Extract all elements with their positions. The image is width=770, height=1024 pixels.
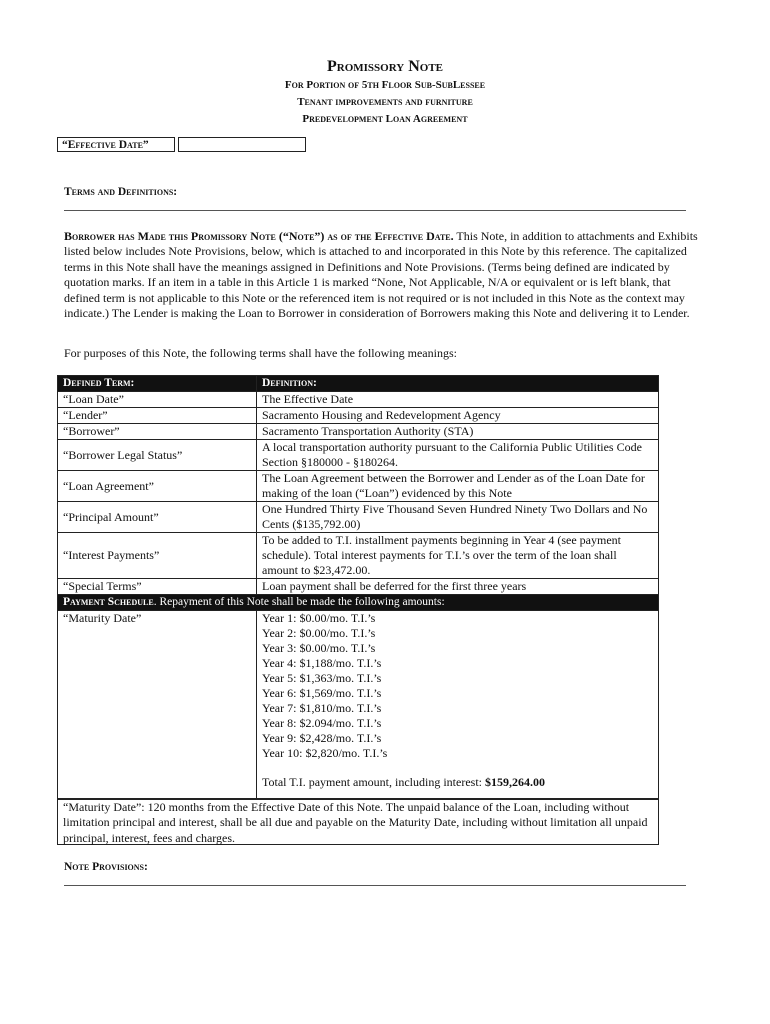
table-row bbox=[58, 424, 659, 440]
definition-cell: A local transportation authority pursuant to the California Public Utilities Code Section §180000 - §180264. bbox=[257, 440, 659, 471]
definition-cell: To be added to T.I. installment payments beginning in Year 4 (see payment schedule). Total interest payments for T.I.’s over the term of the loan shall amount to $23,472.00. bbox=[257, 533, 659, 579]
payment-schedule-row bbox=[58, 595, 659, 611]
term-cell: “Principal Amount” bbox=[58, 502, 257, 533]
divider bbox=[64, 210, 686, 211]
schedule-cell bbox=[257, 611, 659, 800]
definitions-table bbox=[57, 375, 659, 800]
table-row bbox=[58, 392, 659, 408]
schedule-line: Year 7: $1,810/mo. T.I.’s bbox=[262, 701, 382, 715]
intro-paragraph bbox=[64, 229, 704, 321]
definition-cell: The Loan Agreement between the Borrower and Lender as of the Loan Date for making of the loan (“Loan”) evidenced by this Note bbox=[257, 471, 659, 502]
schedule-line: Year 9: $2,428/mo. T.I.’s bbox=[262, 731, 382, 745]
table-row bbox=[58, 471, 659, 502]
provisions-heading: Note Provisions: bbox=[64, 861, 148, 873]
header-term: Defined Term: bbox=[58, 376, 257, 392]
intro-body: This Note, in addition to attachments and Exhibits listed below includes Note Provisions, below, which is attached to and incorporated in this Note by this reference. The capitalized terms in this Note shall have the meanings assigned in Definitions and Note Provisions. (Terms being defined are indicated by quotation marks. If an item in a table in this Article 1 is marked “None, Not Applicable, N/A or equivalent or is left blank, that defined term is not applicable to this Note or the referenced item is not required or is not included in this Note as the context may indicate.) The Lender is making the Loan to Borrower in consideration of Borrowers making this Note and delivering it to Lender. bbox=[64, 229, 698, 321]
maturity-note: “Maturity Date”: 120 months from the Effective Date of this Note. The unpaid balance of the Loan, including without limitation principal and interest, shall be all due and payable on the Maturity Date, including without limitation all unpaid principal, interest, fees and charges. bbox=[57, 798, 659, 845]
term-cell: “Special Terms” bbox=[58, 579, 257, 595]
table-row bbox=[58, 533, 659, 579]
document-title: Promissory Note bbox=[326, 58, 443, 75]
schedule-line: Year 6: $1,569/mo. T.I.’s bbox=[262, 686, 382, 700]
schedule-line: Year 10: $2,820/mo. T.I.’s bbox=[262, 746, 388, 760]
term-cell: “Loan Agreement” bbox=[58, 471, 257, 502]
purposes-text: For purposes of this Note, the following terms shall have the following meanings: bbox=[64, 346, 457, 360]
term-cell: “Borrower Legal Status” bbox=[58, 440, 257, 471]
term-cell: “Lender” bbox=[58, 408, 257, 424]
total-value: $159,264.00 bbox=[485, 775, 546, 789]
schedule-line: Year 3: $0.00/mo. T.I.’s bbox=[262, 641, 376, 655]
payment-schedule-text: . Repayment of this Note shall be made the following amounts: bbox=[153, 596, 445, 608]
effective-date-field[interactable] bbox=[178, 137, 306, 152]
schedule-line: Year 1: $0.00/mo. T.I.’s bbox=[262, 611, 376, 625]
intro-lead: Borrower has Made this Promissory Note (“Note”) as of the Effective Date. bbox=[64, 229, 454, 243]
definition-cell: Sacramento Transportation Authority (STA) bbox=[257, 424, 659, 440]
terms-heading: Terms and Definitions: bbox=[64, 186, 178, 198]
definition-cell: The Effective Date bbox=[257, 392, 659, 408]
table-row bbox=[58, 408, 659, 424]
definition-cell: Loan payment shall be deferred for the first three years bbox=[257, 579, 659, 595]
divider bbox=[64, 885, 686, 886]
header-definition: Definition: bbox=[257, 376, 659, 392]
term-cell: “Borrower” bbox=[58, 424, 257, 440]
subtitle-line-2: Tenant improvements and furniture bbox=[297, 96, 473, 108]
term-cell: “Interest Payments” bbox=[58, 533, 257, 579]
payment-schedule-cell bbox=[58, 595, 659, 611]
table-row bbox=[58, 440, 659, 471]
total-label: Total T.I. payment amount, including interest: bbox=[262, 775, 486, 789]
subtitle-line-1: For Portion of 5th Floor Sub-SubLessee bbox=[284, 79, 486, 91]
maturity-row bbox=[58, 611, 659, 800]
definition-cell: One Hundred Thirty Five Thousand Seven Hundred Ninety Two Dollars and No Cents ($135,792.00) bbox=[257, 502, 659, 533]
total-payment bbox=[262, 775, 653, 790]
schedule-line: Year 4: $1,188/mo. T.I.’s bbox=[262, 656, 382, 670]
subtitle-line-3: Predevelopment Loan Agreement bbox=[302, 113, 468, 125]
schedule-line: Year 5: $1,363/mo. T.I.’s bbox=[262, 671, 382, 685]
effective-date-label: “Effective Date” bbox=[57, 137, 175, 152]
payment-schedule-label: Payment Schedule bbox=[63, 596, 154, 608]
table-row bbox=[58, 579, 659, 595]
term-cell: “Loan Date” bbox=[58, 392, 257, 408]
table-row bbox=[58, 502, 659, 533]
schedule-line: Year 2: $0.00/mo. T.I.’s bbox=[262, 626, 376, 640]
maturity-term: “Maturity Date” bbox=[58, 611, 257, 800]
definition-cell: Sacramento Housing and Redevelopment Agency bbox=[257, 408, 659, 424]
schedule-line: Year 8: $2.094/mo. T.I.’s bbox=[262, 716, 382, 730]
